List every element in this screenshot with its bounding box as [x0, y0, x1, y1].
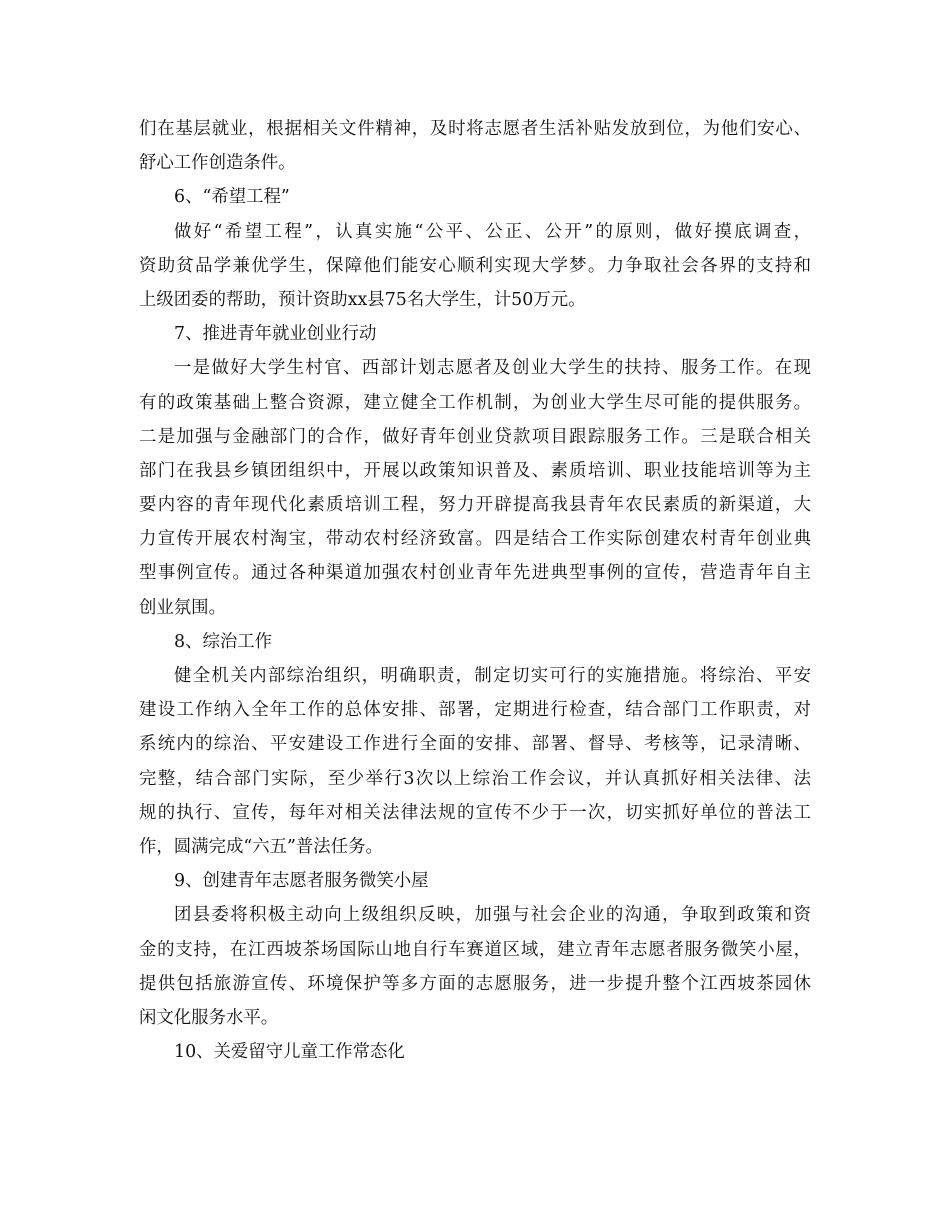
text-line: 作，圆满完成“六五”普法任务。: [139, 836, 383, 857]
text-line: 部门在我县乡镇团组织中，开展以政策知识普及、素质培训、职业技能培训等为主: [139, 460, 811, 481]
text-line: 二是加强与金融部门的合作，做好青年创业贷款项目跟踪服务工作。三是联合相关: [139, 426, 811, 447]
text-line: 规的执行、宣传，每年对相关法律法规的宣传不少于一次，切实抓好单位的普法工: [139, 802, 811, 823]
text-line: 健全机关内部综治组织，明确职责，制定切实可行的实施措施。将综治、平安: [174, 666, 811, 686]
text-line: 闲文化服务水平。: [139, 1007, 279, 1028]
text-line: 做好“希望工程”，认真实施“公平、公正、公开”的原则，做好摸底调查，: [174, 221, 811, 242]
text-line: 建设工作纳入全年工作的总体安排、部署，定期进行检查，结合部门工作职责，对: [139, 700, 811, 721]
text-line: 10、关爱留守儿童工作常态化: [174, 1042, 405, 1063]
text-line: 有的政策基础上整合资源，建立健全工作机制，为创业大学生尽可能的提供服务。: [139, 392, 811, 413]
text-line: 们在基层就业，根据相关文件精神，及时将志愿者生活补贴发放到位，为他们安心、: [139, 119, 811, 139]
text-line: 完整，结合部门实际，至少举行3次以上综治工作会议，并认真抓好相关法律、法: [139, 768, 811, 789]
text-line: 8、综治工作: [174, 631, 273, 652]
text-line: 要内容的青年现代化素质培训工程，努力开辟提高我县青年农民素质的新渠道，大: [139, 495, 811, 516]
text-line: 舒心工作创造条件。: [139, 153, 296, 174]
text-line: 提供包括旅游宣传、环境保护等多方面的志愿服务，进一步提升整个江西坡茶园休: [139, 973, 811, 994]
text-line: 系统内的综治、平安建设工作进行全面的安排、部署、督导、考核等，记录清晰、: [139, 734, 811, 755]
text-line: 金的支持，在江西坡茶场国际山地自行车赛道区域，建立青年志愿者服务微笑小屋，: [139, 939, 811, 960]
text-line: 6、“希望工程”: [174, 187, 290, 208]
text-line: 创业氛围。: [139, 597, 226, 618]
text-line: 型事例宣传。通过各种渠道加强农村创业青年先进典型事例的宣传，营造青年自主: [139, 563, 811, 584]
text-line: 上级团委的帮助，预计资助xx县75名大学生，计50万元。: [139, 289, 586, 310]
text-line: 力宣传开展农村淘宝，带动农村经济致富。四是结合工作实际创建农村青年创业典: [139, 529, 811, 550]
text-line: 7、推进青年就业创业行动: [174, 324, 377, 345]
text-line: 团县委将积极主动向上级组织反映，加强与社会企业的沟通，争取到政策和资: [174, 905, 811, 926]
text-line: 资助贫品学兼优学生，保障他们能安心顺利实现大学梦。力争取社会各界的支持和: [139, 255, 811, 276]
document-body: [139, 112, 811, 1069]
text-line: 一是做好大学生村官、西部计划志愿者及创业大学生的扶持、服务工作。在现: [174, 358, 811, 379]
text-line: 9、创建青年志愿者服务微笑小屋: [174, 871, 429, 892]
